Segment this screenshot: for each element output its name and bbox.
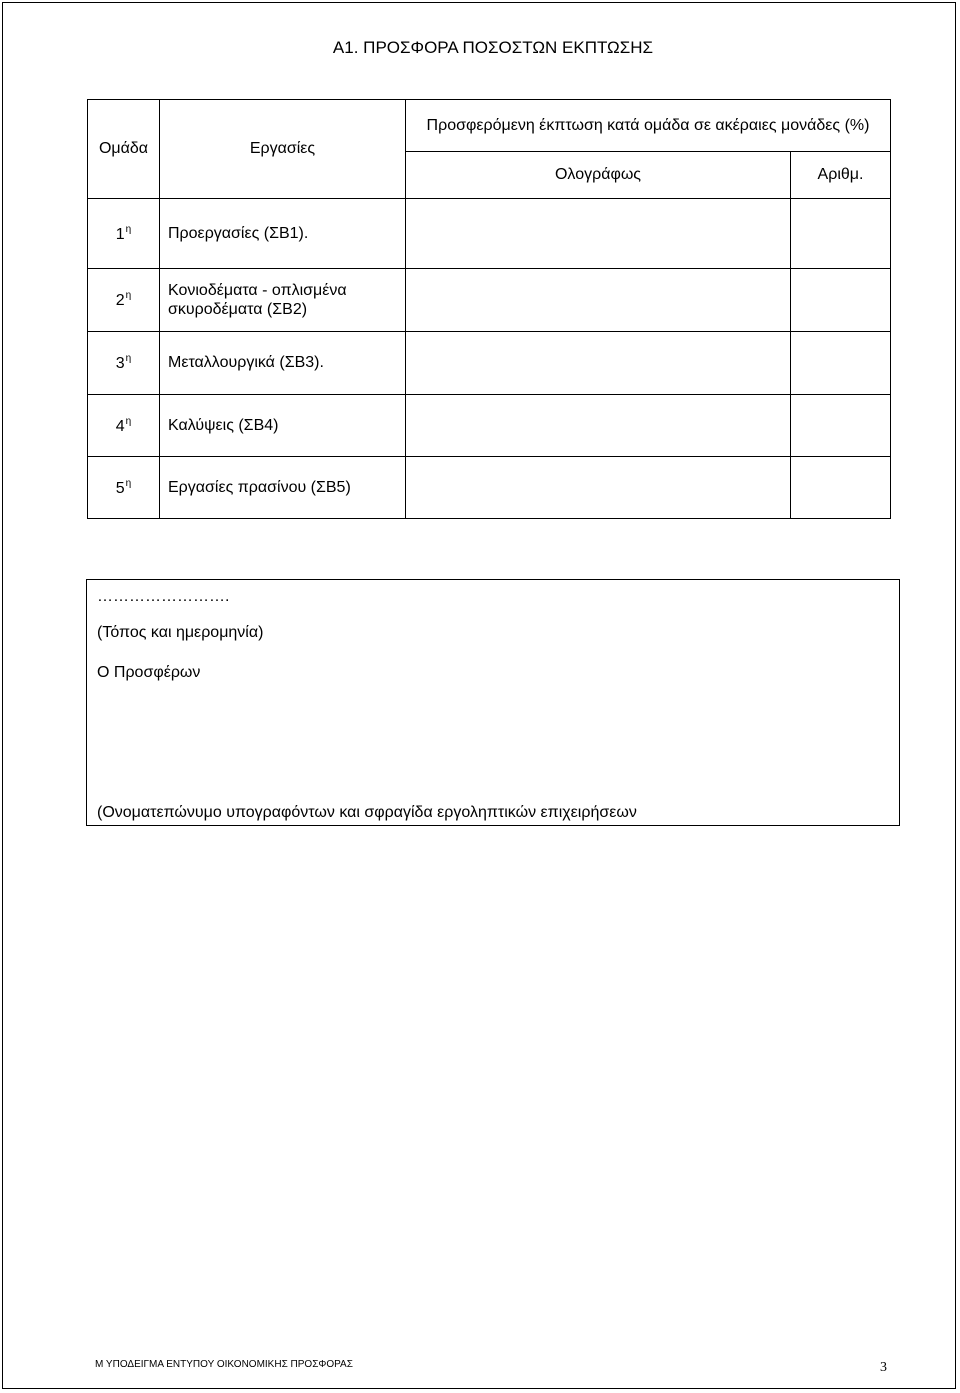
header-row xyxy=(88,100,891,152)
discount-offer-table xyxy=(87,99,891,519)
work-description: Κονιοδέματα - οπλισμένα σκυροδέματα (ΣΒ2) xyxy=(160,269,406,332)
signatories-label: (Ονοματεπώνυμο υπογραφόντων και σφραγίδα εργοληπτικών επιχειρήσεων xyxy=(97,804,637,821)
discount-in-words-field[interactable] xyxy=(406,269,791,332)
table-row xyxy=(88,457,891,519)
header-works: Εργασίες xyxy=(160,100,406,199)
offeror-label: Ο Προσφέρων xyxy=(97,664,201,681)
group-number: $5^\eta$ xyxy=(88,457,160,519)
header-in-words: Ολογράφως xyxy=(406,152,791,199)
signature-box xyxy=(86,579,900,826)
discount-in-words-field[interactable] xyxy=(406,332,791,395)
table-row xyxy=(88,332,891,395)
place-date-dots[interactable]: ……………………. xyxy=(97,588,230,605)
discount-in-numbers-field[interactable] xyxy=(791,199,891,269)
discount-in-numbers-field[interactable] xyxy=(791,269,891,332)
table-row xyxy=(88,395,891,457)
group-number: $1^\eta$ xyxy=(88,199,160,269)
group-number: $3^\eta$ xyxy=(88,332,160,395)
header-group: Ομάδα xyxy=(88,100,160,199)
work-description: Προεργασίες (ΣΒ1). xyxy=(160,199,406,269)
discount-in-numbers-field[interactable] xyxy=(791,332,891,395)
group-number: $2^\eta$ xyxy=(88,269,160,332)
discount-in-words-field[interactable] xyxy=(406,457,791,519)
document-title: Α1. ΠΡΟΣΦΟΡΑ ΠΟΣΟΣΤΩΝ ΕΚΠΤΩΣΗΣ xyxy=(332,38,654,57)
discount-in-numbers-field[interactable] xyxy=(791,395,891,457)
page-number: 3 xyxy=(880,1360,887,1375)
header-in-numbers: Αριθμ. xyxy=(791,152,891,199)
discount-in-numbers-field[interactable] xyxy=(791,457,891,519)
header-discount: Προσφερόμενη έκπτωση κατά ομάδα σε ακέραιες μονάδες (%) xyxy=(406,100,891,152)
work-description: Καλύψεις (ΣΒ4) xyxy=(160,395,406,457)
discount-in-words-field[interactable] xyxy=(406,199,791,269)
group-number: $4^\eta$ xyxy=(88,395,160,457)
work-description: Μεταλλουργικά (ΣΒ3). xyxy=(160,332,406,395)
discount-in-words-field[interactable] xyxy=(406,395,791,457)
place-date-label: (Τόπος και ημερομηνία) xyxy=(97,624,264,641)
table-row xyxy=(88,199,891,269)
table-row xyxy=(88,269,891,332)
work-description: Εργασίες πρασίνου (ΣΒ5) xyxy=(160,457,406,519)
footer-text: Μ ΥΠΟΔΕΙΓΜΑ ΕΝΤΥΠΟΥ ΟΙΚΟΝΟΜΙΚΗΣ ΠΡΟΣΦΟΡΑΣ xyxy=(95,1359,353,1370)
